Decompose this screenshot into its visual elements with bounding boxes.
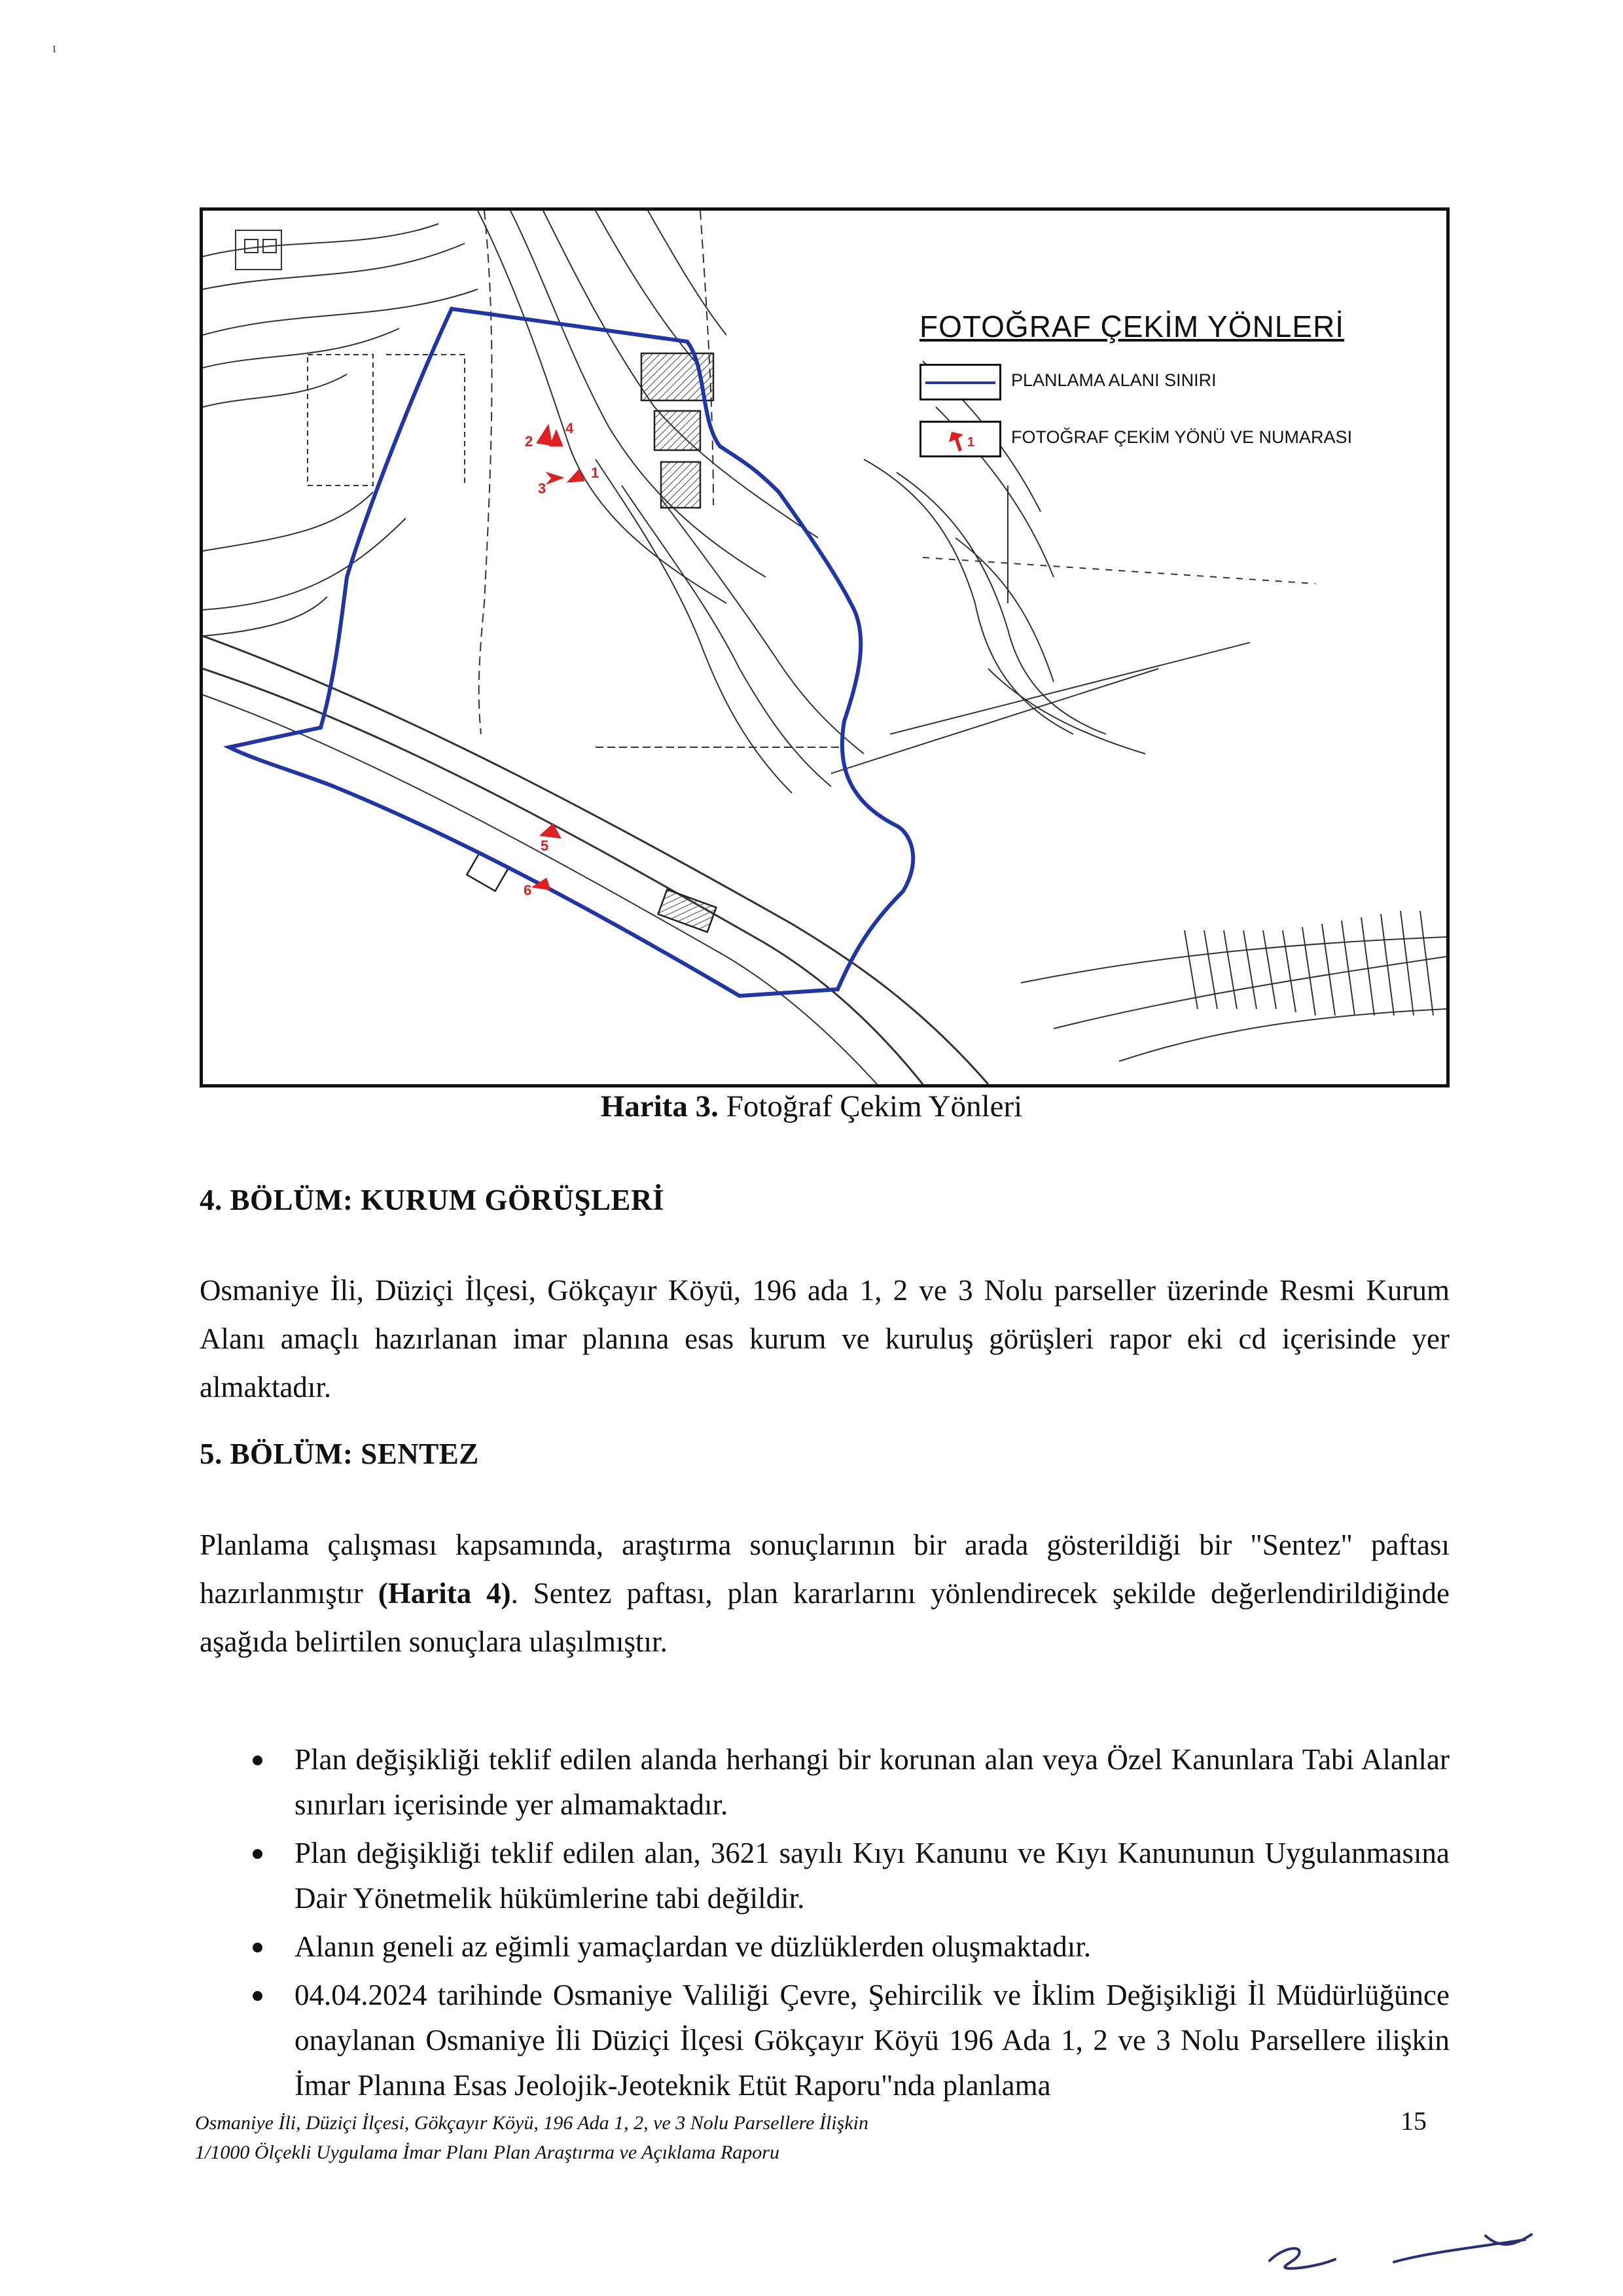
contour-line xyxy=(203,224,438,256)
section-4-heading: 4. BÖLÜM: KURUM GÖRÜŞLERİ xyxy=(200,1184,665,1216)
section-4-body: Osmaniye İli, Düziçi İlçesi, Gökçayır Köyü, 196 ada 1, 2 ve 3 Nolu parseller üzerinde Resmi Kurum Alanı amaçlı hazırlanan imar planına esas kurum ve kuruluş görüşleri rapor eki cd içerisinde yer almaktadır. xyxy=(200,1274,1450,1404)
legend-label: FOTOĞRAF ÇEKİM YÖNÜ VE NUMARASI xyxy=(1011,427,1353,447)
marker-label-2: 2 xyxy=(525,433,533,450)
marker-label-5: 5 xyxy=(541,838,549,854)
map-caption xyxy=(0,1089,1623,1124)
building xyxy=(658,890,717,932)
building xyxy=(654,411,700,450)
footer-line-2: 1/1000 Ölçekli Uygulama İmar Planı Plan Araştırma ve Açıklama Raporu xyxy=(195,2142,779,2163)
caption-text: Fotoğraf Çekim Yönleri xyxy=(718,1089,1023,1123)
list-item: Alanın geneli az eğimli yamaçlardan ve düzlüklerden oluşmaktadır. xyxy=(294,1924,1450,1969)
page-footer xyxy=(195,2108,868,2167)
svg-text:1: 1 xyxy=(967,435,975,450)
caption-label: Harita 3. xyxy=(600,1089,719,1123)
planning-area-boundary xyxy=(229,309,913,996)
arrow-marker-3 xyxy=(546,472,563,484)
arrow-marker-4 xyxy=(550,430,563,446)
legend-label: PLANLAMA ALANI SINIRI xyxy=(1011,370,1217,390)
marker-label-4: 4 xyxy=(565,420,574,436)
signature-icon xyxy=(1263,2221,1538,2284)
arrow-marker-1 xyxy=(567,469,584,482)
building xyxy=(661,462,700,508)
list-item: Plan değişikliği teklif edilen alanda herhangi bir korunan alan veya Özel Kanunlara Tabi Alanlar sınırları içerisinde yer almamaktadır. xyxy=(294,1737,1450,1828)
photo-direction-map xyxy=(200,207,1450,1087)
arrow-marker-2 xyxy=(537,425,552,446)
marker-label-1: 1 xyxy=(591,465,599,481)
arrow-marker-5 xyxy=(540,824,561,838)
red-arrow-icon xyxy=(919,421,1001,457)
scan-mark: ı xyxy=(52,39,57,56)
map-legend-title: FOTOĞRAF ÇEKİM YÖNLERİ xyxy=(919,309,1345,344)
bullet-icon xyxy=(253,1849,262,1859)
bullet-icon xyxy=(253,1991,262,2001)
section-5-heading: 5. BÖLÜM: SENTEZ xyxy=(200,1438,479,1470)
synthesis-results-list xyxy=(294,1737,1450,2111)
marker-label-3: 3 xyxy=(538,480,546,497)
boundary-line-swatch xyxy=(919,364,1001,400)
map-reference: (Harita 4) xyxy=(378,1577,511,1610)
section-5-body: Planlama çalışması kapsamında, araştırma sonuçlarının bir arada gösterildiği bir "Sentez" paftası hazırlanmıştır (Harita 4). Sentez paftası, plan kararlarını yönlendirecek şekilde değerlendirildiğinde aşağıda belirtilen sonuçlara ulaşılmıştır. xyxy=(200,1528,1450,1658)
bullet-icon xyxy=(253,1756,262,1765)
bullet-icon xyxy=(253,1943,262,1952)
footer-line-1: Osmaniye İli, Düziçi İlçesi, Gökçayır Köyü, 196 Ada 1, 2, ve 3 Nolu Parsellere İlişkin xyxy=(195,2112,868,2134)
list-item: 04.04.2024 tarihinde Osmaniye Valiliği Çevre, Şehircilik ve İklim Değişikliği İl Müdürlüğünce onaylanan Osmaniye İli Düziçi İlçesi Gökçayır Köyü 196 Ada 1, 2 ve 3 Nolu Parsellere ilişkin İmar Planına Esas Jeolojik-Jeoteknik Etüt Raporu"nda planlama xyxy=(294,1973,1450,2108)
page-number: 15 xyxy=(1400,2106,1427,2136)
list-item: Plan değişikliği teklif edilen alan, 3621 sayılı Kıyı Kanunu ve Kıyı Kanununun Uygulanmasına Dair Yönetmelik hükümlerine tabi değildir. xyxy=(294,1831,1450,1921)
marker-label-6: 6 xyxy=(524,882,532,898)
